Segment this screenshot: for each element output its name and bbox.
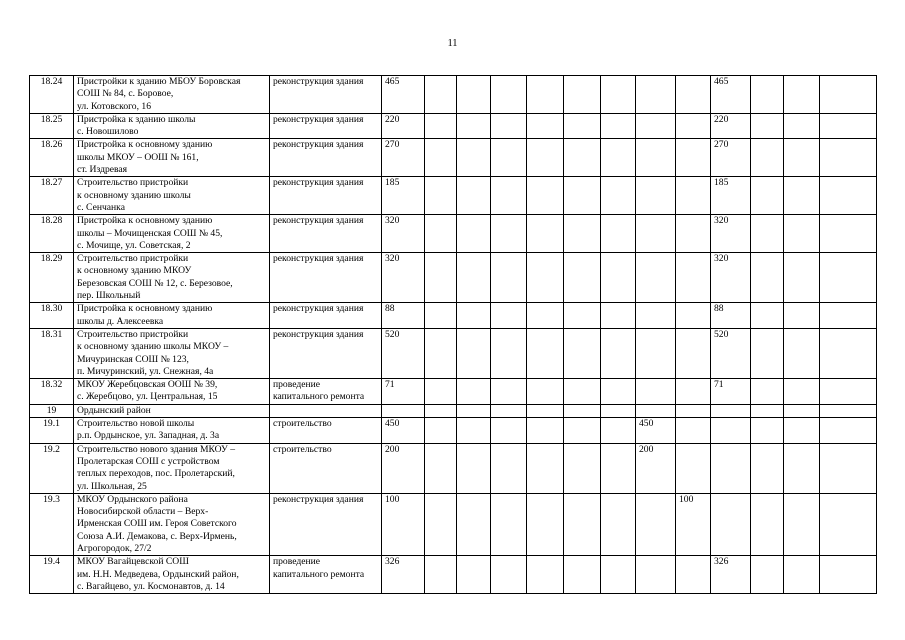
value-cell	[636, 177, 676, 215]
value-cell	[564, 303, 601, 329]
table-row	[30, 379, 877, 405]
value-cell	[601, 379, 636, 405]
value-cell	[676, 404, 711, 417]
value-cell	[636, 328, 676, 378]
value-cell	[425, 443, 457, 493]
value-cell	[601, 493, 636, 555]
value-cell	[711, 443, 751, 493]
value-cell	[491, 328, 527, 378]
value-cell	[457, 404, 491, 417]
work-type: реконструкция здания	[270, 76, 382, 114]
table-row	[30, 404, 877, 417]
work-type: строительство	[270, 418, 382, 444]
total-value: 71	[382, 379, 425, 405]
value-cell	[636, 493, 676, 555]
row-number: 18.32	[30, 379, 74, 405]
total-value: 185	[382, 177, 425, 215]
value-cell	[784, 493, 820, 555]
total-value: 88	[382, 303, 425, 329]
value-cell	[636, 404, 676, 417]
value-cell	[784, 303, 820, 329]
value-cell	[676, 328, 711, 378]
value-cell	[457, 303, 491, 329]
value-cell	[820, 253, 877, 303]
value-cell	[820, 379, 877, 405]
value-cell	[601, 113, 636, 139]
value-cell	[457, 139, 491, 177]
value-cell	[425, 177, 457, 215]
value-cell	[457, 76, 491, 114]
value-cell	[784, 443, 820, 493]
value-cell	[564, 76, 601, 114]
value-cell: 450	[636, 418, 676, 444]
value-cell	[601, 443, 636, 493]
page-number: 11	[447, 38, 458, 49]
value-cell	[784, 253, 820, 303]
value-cell	[751, 113, 784, 139]
total-value: 520	[382, 328, 425, 378]
value-cell: 465	[711, 76, 751, 114]
value-cell	[751, 418, 784, 444]
value-cell	[711, 418, 751, 444]
value-cell	[457, 215, 491, 253]
value-cell	[425, 253, 457, 303]
object-name: Строительство новой школы р.п. Ордынское, ул. Западная, д. 3а	[74, 418, 270, 444]
value-cell	[751, 556, 784, 594]
value-cell	[564, 215, 601, 253]
value-cell	[527, 139, 564, 177]
table-row	[30, 328, 877, 378]
row-number: 19	[30, 404, 74, 417]
value-cell	[820, 139, 877, 177]
value-cell	[601, 253, 636, 303]
value-cell	[676, 556, 711, 594]
value-cell	[425, 379, 457, 405]
object-name: Строительство нового здания МКОУ – Пролетарская СОШ с устройством теплых переходов, пос. Пролетарский, ул. Школьная, 25	[74, 443, 270, 493]
value-cell	[784, 556, 820, 594]
value-cell	[425, 404, 457, 417]
value-cell	[676, 215, 711, 253]
value-cell: 326	[711, 556, 751, 594]
total-value: 326	[382, 556, 425, 594]
value-cell	[676, 139, 711, 177]
work-type: реконструкция здания	[270, 177, 382, 215]
table-row	[30, 139, 877, 177]
row-number: 18.24	[30, 76, 74, 114]
object-name: МКОУ Вагайцевской СОШ им. Н.Н. Медведева, Ордынский район, с. Вагайцево, ул. Космонавтов, д. 14	[74, 556, 270, 594]
value-cell	[751, 493, 784, 555]
total-value: 320	[382, 253, 425, 303]
row-number: 19.3	[30, 493, 74, 555]
value-cell	[527, 215, 564, 253]
value-cell	[601, 328, 636, 378]
value-cell	[784, 177, 820, 215]
value-cell	[527, 303, 564, 329]
value-cell	[425, 113, 457, 139]
row-number: 18.29	[30, 253, 74, 303]
value-cell	[751, 443, 784, 493]
value-cell	[457, 443, 491, 493]
value-cell	[820, 443, 877, 493]
total-value: 100	[382, 493, 425, 555]
value-cell	[784, 113, 820, 139]
value-cell: 220	[711, 113, 751, 139]
value-cell	[820, 418, 877, 444]
value-cell	[425, 139, 457, 177]
row-number: 18.25	[30, 113, 74, 139]
value-cell	[784, 139, 820, 177]
value-cell	[601, 215, 636, 253]
value-cell	[425, 76, 457, 114]
value-cell	[820, 177, 877, 215]
value-cell	[820, 556, 877, 594]
value-cell	[491, 303, 527, 329]
value-cell: 71	[711, 379, 751, 405]
value-cell	[527, 177, 564, 215]
value-cell: 270	[711, 139, 751, 177]
value-cell	[636, 76, 676, 114]
total-value: 320	[382, 215, 425, 253]
work-type: реконструкция здания	[270, 303, 382, 329]
table-row	[30, 215, 877, 253]
value-cell	[457, 328, 491, 378]
work-type: реконструкция здания	[270, 113, 382, 139]
value-cell	[751, 303, 784, 329]
value-cell	[601, 177, 636, 215]
value-cell	[491, 139, 527, 177]
value-cell	[491, 76, 527, 114]
value-cell	[636, 303, 676, 329]
object-name: Пристройка к зданию школы с. Новошилово	[74, 113, 270, 139]
row-number: 19.2	[30, 443, 74, 493]
value-cell	[601, 139, 636, 177]
value-cell	[676, 177, 711, 215]
value-cell	[425, 493, 457, 555]
value-cell	[820, 328, 877, 378]
work-type: строительство	[270, 443, 382, 493]
value-cell	[676, 303, 711, 329]
value-cell	[564, 253, 601, 303]
value-cell	[564, 379, 601, 405]
value-cell: 100	[676, 493, 711, 555]
value-cell: 185	[711, 177, 751, 215]
value-cell	[784, 328, 820, 378]
row-number: 19.1	[30, 418, 74, 444]
value-cell	[564, 177, 601, 215]
value-cell	[527, 113, 564, 139]
table-row	[30, 418, 877, 444]
value-cell	[820, 215, 877, 253]
work-type: проведение капитального ремонта	[270, 556, 382, 594]
value-cell	[491, 379, 527, 405]
value-cell	[457, 418, 491, 444]
table-row	[30, 76, 877, 114]
value-cell	[711, 404, 751, 417]
value-cell	[751, 253, 784, 303]
object-name: Строительство пристройки к основному зданию школы МКОУ – Мичуринская СОШ № 123, п. Мичуринский, ул. Снежная, 4а	[74, 328, 270, 378]
table-row	[30, 303, 877, 329]
value-cell	[820, 493, 877, 555]
value-cell	[676, 418, 711, 444]
table-row	[30, 253, 877, 303]
value-cell	[784, 215, 820, 253]
value-cell	[820, 76, 877, 114]
value-cell	[457, 253, 491, 303]
value-cell	[491, 113, 527, 139]
value-cell: 320	[711, 253, 751, 303]
row-number: 18.26	[30, 139, 74, 177]
row-number: 18.31	[30, 328, 74, 378]
value-cell	[564, 443, 601, 493]
value-cell	[784, 76, 820, 114]
objects-table	[29, 75, 877, 594]
value-cell	[425, 303, 457, 329]
value-cell	[820, 404, 877, 417]
total-value: 220	[382, 113, 425, 139]
value-cell	[564, 493, 601, 555]
value-cell	[564, 139, 601, 177]
value-cell	[636, 379, 676, 405]
value-cell	[676, 113, 711, 139]
work-type: реконструкция здания	[270, 493, 382, 555]
value-cell: 200	[636, 443, 676, 493]
value-cell	[564, 556, 601, 594]
object-name: Строительство пристройки к основному зданию школы с. Сенчанка	[74, 177, 270, 215]
total-value: 450	[382, 418, 425, 444]
value-cell	[676, 253, 711, 303]
value-cell	[601, 303, 636, 329]
value-cell	[601, 76, 636, 114]
value-cell	[457, 379, 491, 405]
value-cell	[751, 215, 784, 253]
value-cell	[491, 493, 527, 555]
value-cell	[636, 139, 676, 177]
value-cell	[784, 418, 820, 444]
object-name: Пристройки к зданию МБОУ Боровская СОШ № 84, с. Боровое, ул. Котовского, 16	[74, 76, 270, 114]
value-cell	[564, 404, 601, 417]
value-cell	[425, 328, 457, 378]
value-cell	[676, 379, 711, 405]
value-cell	[491, 443, 527, 493]
value-cell	[527, 443, 564, 493]
value-cell	[491, 556, 527, 594]
object-name: Пристройка к основному зданию школы – Мочищенская СОШ № 45, с. Мочище, ул. Советская, 2	[74, 215, 270, 253]
work-type: реконструкция здания	[270, 328, 382, 378]
value-cell	[751, 379, 784, 405]
value-cell	[636, 113, 676, 139]
value-cell	[676, 76, 711, 114]
total-value: 270	[382, 139, 425, 177]
total-value: 465	[382, 76, 425, 114]
value-cell	[601, 556, 636, 594]
value-cell	[751, 76, 784, 114]
table-row	[30, 177, 877, 215]
value-cell	[457, 493, 491, 555]
value-cell	[527, 379, 564, 405]
object-name: МКОУ Жеребцовская ООШ № 39, с. Жеребцово, ул. Центральная, 15	[74, 379, 270, 405]
value-cell	[564, 418, 601, 444]
value-cell: 88	[711, 303, 751, 329]
value-cell	[457, 556, 491, 594]
value-cell	[636, 215, 676, 253]
value-cell: 520	[711, 328, 751, 378]
value-cell	[527, 493, 564, 555]
value-cell	[751, 328, 784, 378]
work-type: реконструкция здания	[270, 215, 382, 253]
value-cell: 320	[711, 215, 751, 253]
row-number: 18.27	[30, 177, 74, 215]
value-cell	[491, 404, 527, 417]
work-type: реконструкция здания	[270, 253, 382, 303]
value-cell	[784, 404, 820, 417]
value-cell	[491, 253, 527, 303]
table-row	[30, 556, 877, 594]
work-type: проведение капитального ремонта	[270, 379, 382, 405]
row-number: 19.4	[30, 556, 74, 594]
table-row	[30, 443, 877, 493]
value-cell	[527, 253, 564, 303]
total-value: 200	[382, 443, 425, 493]
value-cell	[527, 76, 564, 114]
value-cell	[601, 404, 636, 417]
value-cell	[527, 404, 564, 417]
value-cell	[601, 418, 636, 444]
table-row	[30, 493, 877, 555]
object-name: Ордынский район	[74, 404, 270, 417]
value-cell	[457, 177, 491, 215]
row-number: 18.30	[30, 303, 74, 329]
value-cell	[751, 139, 784, 177]
value-cell	[425, 418, 457, 444]
value-cell	[491, 177, 527, 215]
value-cell	[751, 404, 784, 417]
value-cell	[527, 418, 564, 444]
object-name: МКОУ Ордынского района Новосибирской области – Верх- Ирменская СОШ им. Героя Советского Союза А.И. Демакова, с. Верх-Ирмень, Агрогородок, 27/2	[74, 493, 270, 555]
value-cell	[820, 113, 877, 139]
value-cell	[425, 556, 457, 594]
value-cell	[527, 328, 564, 378]
value-cell	[676, 443, 711, 493]
work-type: реконструкция здания	[270, 139, 382, 177]
value-cell	[527, 556, 564, 594]
value-cell	[564, 328, 601, 378]
value-cell	[784, 379, 820, 405]
object-name: Пристройка к основному зданию школы МКОУ – ООШ № 161, ст. Издревая	[74, 139, 270, 177]
value-cell	[425, 215, 457, 253]
table-row	[30, 113, 877, 139]
table-body	[30, 76, 877, 594]
total-value	[382, 404, 425, 417]
value-cell	[751, 177, 784, 215]
work-type	[270, 404, 382, 417]
value-cell	[491, 215, 527, 253]
value-cell	[636, 253, 676, 303]
row-number: 18.28	[30, 215, 74, 253]
value-cell	[820, 303, 877, 329]
value-cell	[457, 113, 491, 139]
object-name: Пристройка к основному зданию школы д. Алексеевка	[74, 303, 270, 329]
value-cell	[636, 556, 676, 594]
object-name: Строительство пристройки к основному зданию МКОУ Березовская СОШ № 12, с. Березовое, пер. Школьный	[74, 253, 270, 303]
value-cell	[491, 418, 527, 444]
value-cell	[564, 113, 601, 139]
value-cell	[711, 493, 751, 555]
